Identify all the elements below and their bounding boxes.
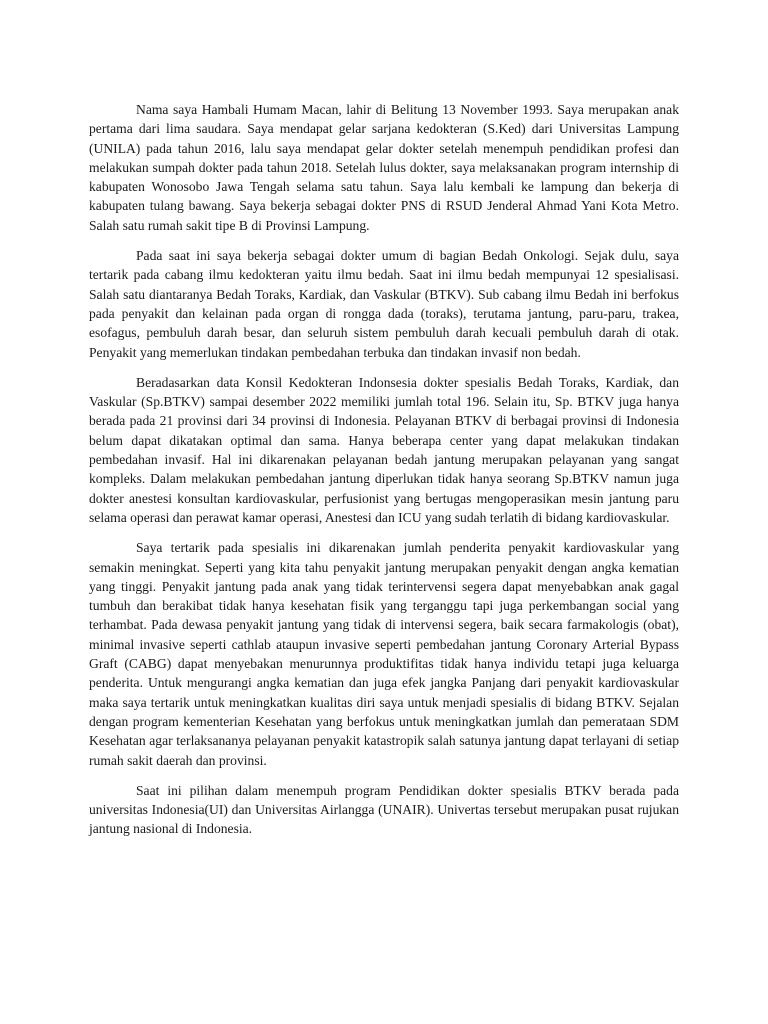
paragraph-motivation: Saya tertarik pada spesialis ini dikarenakan jumlah penderita penyakit kardiovaskular yang semakin meningkat. Seperti yang kita tahu penyakit jantung merupakan penyakit dengan angka kematian yang tinggi. Penyakit jantung pada anak yang tidak terintervensi segera dapat menyebabkan anak gagal tumbuh dan berakibat tidak hanya kesehatan fisik yang terganggu tapi juga perkembangan social yang terhambat. Pada dewasa penyakit jantung yang tidak di intervensi segera, baik secara farmakologis (obat), minimal invasive seperti cathlab ataupun invasive seperti pembedahan jantung Coronary Arterial Bypass Graft (CABG) dapat menyebakan menurunnya produktifitas tidak hanya individu tetapi juga keluarga penderita. Untuk mengurangi angka kematian dan juga efek jangka Panjang dari penyakit kardiovaskular maka saya tertarik untuk meningkatkan kualitas diri saya untuk menjadi spesialis di bidang BTKV. Sejalan dengan program kementerian Kesehatan yang berfokus untuk meningkatkan jumlah dan pemerataan SDM Kesehatan agar terlaksananya pelayanan penyakit katastropik salah satunya jantung dapat terlayani di setiap rumah sakit daerah dan provinsi. [89,540,679,768]
paragraph-current-work: Pada saat ini saya bekerja sebagai dokter umum di bagian Bedah Onkologi. Sejak dulu, saya tertarik pada cabang ilmu kedokteran yaitu ilmu bedah. Saat ini ilmu bedah mempunyai 12 spesialisasi. Salah satu diantaranya Bedah Toraks, Kardiak, dan Vaskular (BTKV). Sub cabang ilmu Bedah ini berfokus pada penyakit dan kelainan pada organ di rongga dada (toraks), terutama jantung, paru-paru, trakea, esofagus, pembuluh darah besar, dan seluruh sistem pembuluh darah kecuali pembuluh darah di otak. Penyakit yang memerlukan tindakan pembedahan terbuka dan tindakan invasif non bedah. [89,248,679,360]
document-body [89,100,679,850]
paragraph-intro: Nama saya Hambali Humam Macan, lahir di Belitung 13 November 1993. Saya merupakan anak pertama dari lima saudara. Saya mendapat gelar sarjana kedokteran (S.Ked) dari Universitas Lampung (UNILA) pada tahun 2016, lalu saya mendapat gelar dokter setelah menempuh pendidikan profesi dan melakukan sumpah dokter pada tahun 2018. Setelah lulus dokter, saya melaksanakan program internship di kabupaten Wonosobo Jawa Tengah selama satu tahun. Saya lalu kembali ke lampung dan bekerja di kabupaten tulang bawang. Saya bekerja sebagai dokter PNS di RSUD Jenderal Ahmad Yani Kota Metro. Salah satu rumah sakit tipe B di Provinsi Lampung. [89,102,679,233]
paragraph-btkv-data: Beradasarkan data Konsil Kedokteran Indonsesia dokter spesialis Bedah Toraks, Kardiak, dan Vaskular (Sp.BTKV) sampai desember 2022 memiliki jumlah total 196. Selain itu, Sp. BTKV juga hanya berada pada 21 provinsi dari 34 provinsi di Indonesia. Pelayanan BTKV di berbagai provinsi di Indonesia belum dapat dikatakan optimal dan sama. Hanya beberapa center yang dapat melakukan tindakan pembedahan invasif. Hal ini dikarenakan pelayanan bedah jantung merupakan pelayanan yang sangat kompleks. Dalam melakukan pembedahan jantung diperlukan tidak hanya seorang Sp.BTKV namun juga dokter anestesi konsultan kardiovaskular, perfusionist yang bertugas mengoperasikan mesin jantung paru selama operasi dan perawat kamar operasi, Anestesi dan ICU yang sudah terlatih di bidang kardiovaskular. [89,374,679,525]
paragraph-education-options: Saat ini pilihan dalam menempuh program Pendidikan dokter spesialis BTKV berada pada universitas Indonesia(UI) dan Universitas Airlangga (UNAIR). Univertas tersebut merupakan pusat rujukan jantung nasional di Indonesia. [89,782,679,837]
